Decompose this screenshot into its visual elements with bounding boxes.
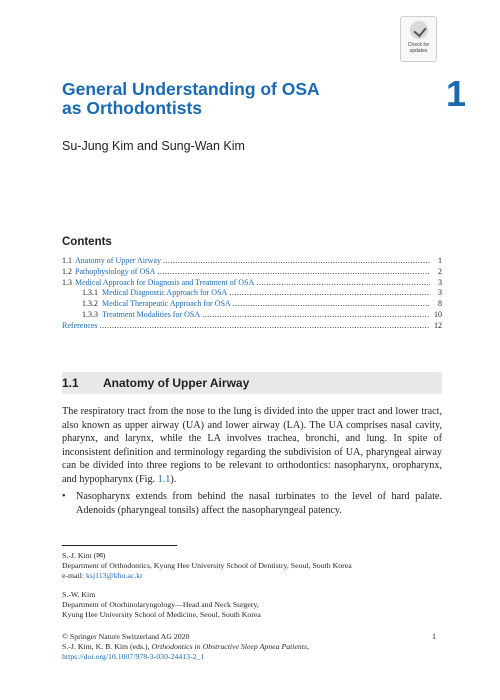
toc-entry-label[interactable]: References <box>62 320 98 330</box>
toc-entry-number: 1.2 <box>62 266 72 276</box>
toc-entry-page: 10 <box>434 309 442 319</box>
bullet-item <box>62 490 442 517</box>
paragraph-text: The respiratory tract from the nose to the lung is divided into the upper tract and lower tract, also known as upper airway (UA) and lower airway (LA). The UA comprises nasal cavity, pharynx, and larynx, while the LA involves trachea, bronchi, and lung. In spite of inconsistent definition and terminology regarding the subdivision of UA, pharyngeal airway can be divided into three regions to be relevant to orthodontics: nasopharynx, oropharynx, and hypopharynx (Fig. <box>62 406 442 485</box>
contents-heading: Contents <box>62 236 112 248</box>
toc-entry-label[interactable]: Medical Therapeutic Approach for OSA <box>102 299 231 309</box>
toc-entry-page: 3 <box>438 277 442 287</box>
toc-entry[interactable] <box>62 299 442 310</box>
check-for-updates-badge[interactable] <box>400 16 437 62</box>
toc-entry[interactable] <box>62 288 442 299</box>
toc-leader-dots <box>229 288 430 299</box>
toc-entry-number: 1.3.1 <box>82 288 98 298</box>
chapter-number: 1 <box>446 73 467 114</box>
figure-link[interactable]: 1.1 <box>157 473 171 485</box>
affiliation-name: S.-W. Kim <box>62 590 96 599</box>
affiliation-email-line <box>62 571 442 581</box>
toc-entry-page: 2 <box>438 266 442 276</box>
toc-entry-number: 1.3.3 <box>82 309 98 319</box>
affiliation-dept: Kyung Hee University School of Medicine, Seoul, South Korea <box>62 610 261 619</box>
chapter-title-line1: General Understanding of OSA <box>62 79 320 99</box>
citation-line <box>62 642 442 652</box>
toc-leader-dots <box>202 310 430 321</box>
page-number: 1 <box>432 632 436 641</box>
toc-entry-label[interactable]: Pathophysiology of OSA <box>75 266 156 276</box>
email-link[interactable]: ksj113@khu.ac.kr <box>86 571 143 580</box>
citation-book-title: Orthodontics in Obstructive Sleep Apnea Patients <box>151 642 308 651</box>
toc-entry-label[interactable]: Treatment Modalities for OSA <box>102 309 201 319</box>
toc-leader-dots <box>100 321 430 332</box>
toc-entry-label[interactable]: Medical Diagnostic Approach for OSA <box>102 288 228 298</box>
footnote-divider <box>62 545 177 546</box>
section-number: 1.1 <box>62 376 79 390</box>
affiliation-name: S.-J. Kim (✉) <box>62 551 106 560</box>
toc-entry[interactable] <box>62 310 442 321</box>
author-affiliation <box>62 551 442 581</box>
chapter-title-line2: as Orthodontists <box>62 98 203 118</box>
badge-line1: Check for <box>407 42 430 48</box>
toc-leader-dots <box>163 256 430 267</box>
author-affiliation <box>62 590 442 620</box>
toc-entry[interactable] <box>62 267 442 278</box>
citation-editors: S.-J. Kim, K. B. Kim (eds.), <box>62 642 152 651</box>
affiliation-dept: Department of Otorhinolaryngology—Head and Neck Surgery, <box>62 600 259 609</box>
toc-entry-number: 1.3.2 <box>82 299 98 309</box>
bullet-text: Nasopharynx extends from behind the nasal turbinates to the level of hard palate. Adenoids (pharyngeal tonsils) affect the nasopharyngeal patency. <box>76 491 442 516</box>
toc-entry-number: 1.3 <box>62 277 72 287</box>
doi-link[interactable]: https://doi.org/10.1007/978-3-030-24413-2_1 <box>62 652 205 661</box>
toc-entry-number: 1.1 <box>62 256 72 265</box>
chapter-title <box>62 80 392 118</box>
toc-entry-page: 3 <box>438 288 442 298</box>
bullet-icon: • <box>62 491 66 502</box>
table-of-contents <box>62 256 442 332</box>
chapter-authors: Su-Jung Kim and Sung-Wan Kim <box>62 139 245 153</box>
toc-entry-label[interactable]: Anatomy of Upper Airway <box>75 256 161 265</box>
section-title: Anatomy of Upper Airway <box>103 376 250 390</box>
badge-line2: updates <box>409 48 428 54</box>
email-label: e-mail: <box>62 571 87 580</box>
toc-entry[interactable] <box>62 321 442 332</box>
toc-entry[interactable] <box>62 256 442 267</box>
body-paragraph <box>62 405 442 487</box>
check-icon <box>410 21 428 39</box>
affiliation-dept: Department of Orthodontics, Kyung Hee University School of Dentistry, Seoul, South Korea <box>62 561 352 570</box>
toc-entry-page: 12 <box>434 320 442 330</box>
toc-entry[interactable] <box>62 278 442 289</box>
toc-leader-dots <box>256 278 430 289</box>
copyright-block <box>62 632 442 662</box>
toc-entry-page: 8 <box>438 299 442 309</box>
toc-entry-label[interactable]: Medical Approach for Diagnosis and Treatment of OSA <box>75 277 255 287</box>
toc-leader-dots <box>157 267 430 278</box>
toc-leader-dots <box>233 299 430 310</box>
citation-comma: , <box>307 642 309 651</box>
paragraph-text-end: ). <box>170 473 177 485</box>
toc-entry-page: 1 <box>438 256 442 265</box>
copyright-line: © Springer Nature Switzerland AG 2020 <box>62 632 190 641</box>
